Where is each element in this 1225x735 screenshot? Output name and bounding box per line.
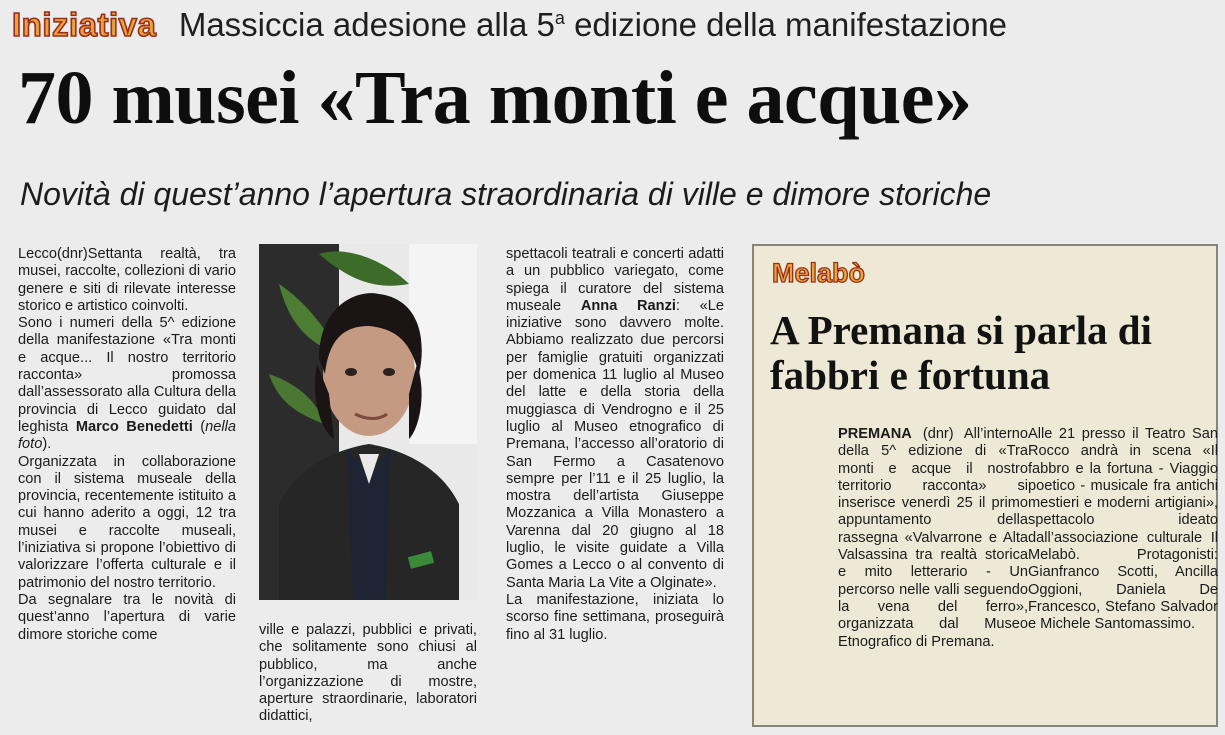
caption-ref: nella foto xyxy=(18,418,237,453)
paragraph: Da segnalare tra le novità di quest’anno l’apertura di varie dimore storiche come xyxy=(18,591,236,643)
sidebar-title: A Premana si parla di fabbri e fortuna xyxy=(770,307,1152,398)
text: spettacoli teatrali e concerti adatti a un pubblico variegato, come spiega il curatore del sistema museale xyxy=(506,246,724,314)
paragraph xyxy=(506,246,724,592)
headline: 70 musei «Tra monti e acque» xyxy=(18,56,972,140)
person-name: Anna Ranzi xyxy=(580,297,676,314)
kicker-line xyxy=(12,6,1007,56)
sidebar-column-1 xyxy=(838,426,1028,651)
deck: Novità di quest’anno l’apertura straordinaria di ville e dimore storiche xyxy=(20,176,992,212)
text: Sono i numeri della 5^ edizione della manifestazione «Tra monti e acque... Il nostro territorio racconta» promossa dall’assessorato alla Cultura della provincia di Lecco guidato dal leghista xyxy=(18,315,236,435)
paragraph: Lecco(dnr)Settanta realtà, tra musei, raccolte, collezioni di vario genere e siti di rilevate interesse storico e artistico coinvolti. xyxy=(18,246,236,314)
dateline: PREMANA xyxy=(838,426,912,442)
portrait-illustration xyxy=(259,244,477,600)
paragraph: La manifestazione, iniziata lo scorso fine settimana, proseguirà fino al 31 luglio. xyxy=(506,591,724,643)
paragraph: Alle 21 presso il Teatro San Rocco andrà in scena «Il fabbro e la fortuna - Viaggio poetico - musicale fra antichi mestieri e moderni artigiani», spettacolo ideato dall’associazione culturale Il Melabò. Protagonisti: Gianfranco Scotti, Ancilla Oggioni, Daniela De Francesco, Stefano Salvador e Michele Santomassimo. xyxy=(1028,426,1218,633)
kicker-text xyxy=(179,6,1007,44)
sidebar-label: Melabò xyxy=(772,258,866,288)
text: ). xyxy=(42,436,52,453)
paragraph xyxy=(18,315,236,453)
text: ( xyxy=(192,418,206,435)
kicker-superscript: a xyxy=(554,8,565,28)
kicker-text-before: Massiccia adesione alla 5 xyxy=(178,6,555,43)
article-column-2 xyxy=(259,622,477,726)
article-column-3 xyxy=(506,246,724,644)
paragraph xyxy=(838,426,1028,651)
portrait-photo xyxy=(259,244,477,600)
paragraph: Organizzata in collaborazione con il sistema museale della provincia, recentemente istituito a cui hanno aderito a oggi, 12 tra musei e raccolte museali, l’iniziativa si propone l’obiettivo di valorizzare l’offerta culturale e il patrimonio del nostro territorio. xyxy=(18,453,236,591)
paragraph: ville e palazzi, pubblici e privati, che solitamente sono chiusi al pubblico, ma anche l’organizzazione di mostre, aperture straordinarie, laboratori didattici, xyxy=(259,622,477,725)
kicker-text-after: edizione della manifestazione xyxy=(564,6,1008,43)
text: (dnr) All’interno della 5^ edizione di «Tra monti e acque il nostro territorio racconta» si inserisce venerdì 25 il primo appuntamento della rassegna «Valvarrone e Alta Valsassina tra realtà storica e mito letterario - Un percorso nelle valli seguendo la vena del ferro», organizzata dal Museo Etnografico di Premana. xyxy=(838,426,1028,650)
text: : «Le iniziative sono davvero molte. Abbiamo realizzato due percorsi per famiglie gratuiti organizzati per domenica 11 luglio al Museo del latte e della storia della muggiasca di Vendrogno e il 25 luglio al Museo etnografico di Premana, l’accesso all’oratorio di San Fermo a Casatenovo sempre per l’11 e il 25 luglio, la mostra dell’artista Giuseppe Mozzanica a Villa Monastero a Varenna dal 20 giugno al 18 luglio, le visite guidate a Villa Gomes a Lecco o al convento di Santa Maria La Vite a Olginate». xyxy=(506,297,724,591)
person-name: Marco Benedetti xyxy=(75,418,193,435)
section-tag: Iniziativa xyxy=(12,6,157,43)
article-column-1 xyxy=(18,246,236,644)
sidebar-column-2 xyxy=(1028,426,1218,634)
